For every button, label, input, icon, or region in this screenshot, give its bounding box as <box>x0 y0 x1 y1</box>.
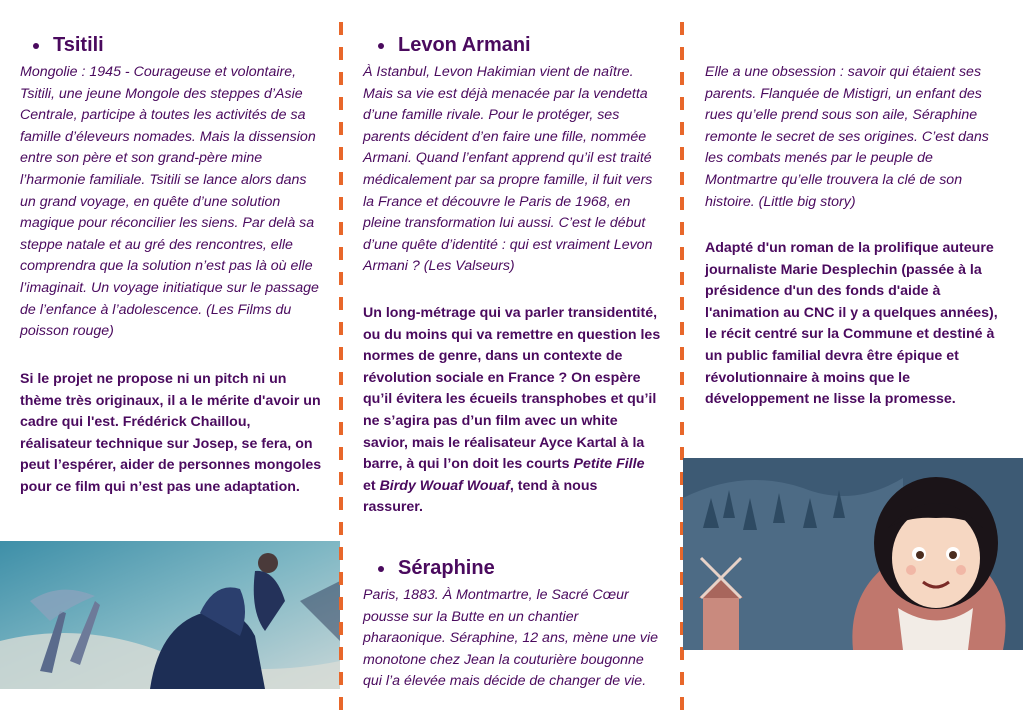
seraphine-illustration <box>683 458 1023 650</box>
comment-text: , tend à nous rassurer. <box>363 477 598 516</box>
seraphine-synopsis-continued: Elle a une obsession : savoir qui étaient ses parents. Flanquée de Mistigri, un enfant des rues qu’elle prend sous son aile, Séraphine remonte le secret de ses origines. C’est dans les combats menés par le peuple de Montmartre qu’elle trouvera la clé de son histoire. (Little big story) <box>705 64 989 210</box>
bullet-icon <box>378 43 384 49</box>
seraphine-synopsis: Paris, 1883. À Montmartre, le Sacré Cœur pousse sur la Butte en un chantier pharaonique. Séraphine, 12 ans, mène une vie monotone chez Jean la couturière bougonne qui l’a élevée mais décide de changer de vie. <box>363 587 659 690</box>
tsitili-comment: Si le projet ne propose ni un pitch ni un thème très originaux, il a le mérite d'avoir un cadre qui l'est. Frédérick Chaillou, réalisateur technique sur Josep, se fera, on peut l’espérer, aider de personnes mongoles pour ce film qui n’est pas une adaptation. <box>20 371 322 495</box>
comment-text: Un long-métrage qui va parler transidentité, ou du moins qui va remettre en question les normes de genre, dans un contexte de révolution sociale en France ? On espère qu’il évitera les écueils transphobes et qu’il ne s’agira pas d’un film avec un white savior, mais le réalisateur Ayce Kartal à la barre, à qui l’on doit les courts <box>363 305 661 473</box>
tsitili-illustration <box>0 541 340 689</box>
tsitili-synopsis: Mongolie : 1945 - Courageuse et volontaire, Tsitili, une jeune Mongole des steppes d’Asie Centrale, participe à toutes les activités de sa famille d’éleveurs nomades. Mais la dissension entre son père et son grand-père mine l’harmonie familiale. Tsitili se lance alors dans un grand voyage, en quête d’une solution magique pour réconcilier les siens. Par delà sa steppe natale et au gré des rencontres, elle comprendra que la solution n’est pas là où elle l’imaginait. Un voyage initiatique sur le passage de l’enfance à l’adolescence. (Les Films du poisson rouge) <box>20 64 319 340</box>
bullet-icon <box>378 566 384 572</box>
comment-text: et <box>363 477 380 494</box>
levon-armani-synopsis: À Istanbul, Levon Hakimian vient de naître. Mais sa vie est déjà menacée par la vendetta d’une famille rivale. Pour le protéger, ses parents décident d’en faire une fille, nommée Armani. Quand l’enfant apprend qu’il est traité médicalement par sa propre famille, il fuit vers la France et découvre le Paris de 1968, en pleine transformation lui aussi. C’est le début d’une quête d’identité : qui est vraiment Levon Armani ? (Les Valseurs) <box>363 64 653 275</box>
column-divider-1 <box>339 22 343 712</box>
seraphine-comment: Adapté d'un roman de la prolifique auteure journaliste Marie Desplechin (passée à la présidence d'un des fonds d'aide à l'animation au CNC il y a quelques années), le récit centré sur la Commune et destiné à un public familial devra être épique et révolutionnaire à moins que le développement ne lisse la promesse. <box>705 240 998 408</box>
levon-armani-comment <box>363 303 661 519</box>
levon-armani-heading <box>378 34 531 57</box>
bullet-icon <box>33 43 39 49</box>
seraphine-title: Séraphine <box>398 557 495 579</box>
seraphine-heading <box>378 557 495 580</box>
short-film-title: Birdy Wouaf Wouaf <box>379 477 510 494</box>
levon-armani-title: Levon Armani <box>398 34 531 56</box>
short-film-title: Petite Fille <box>573 456 645 473</box>
tsitili-heading <box>33 34 104 57</box>
tsitili-title: Tsitili <box>53 34 104 56</box>
